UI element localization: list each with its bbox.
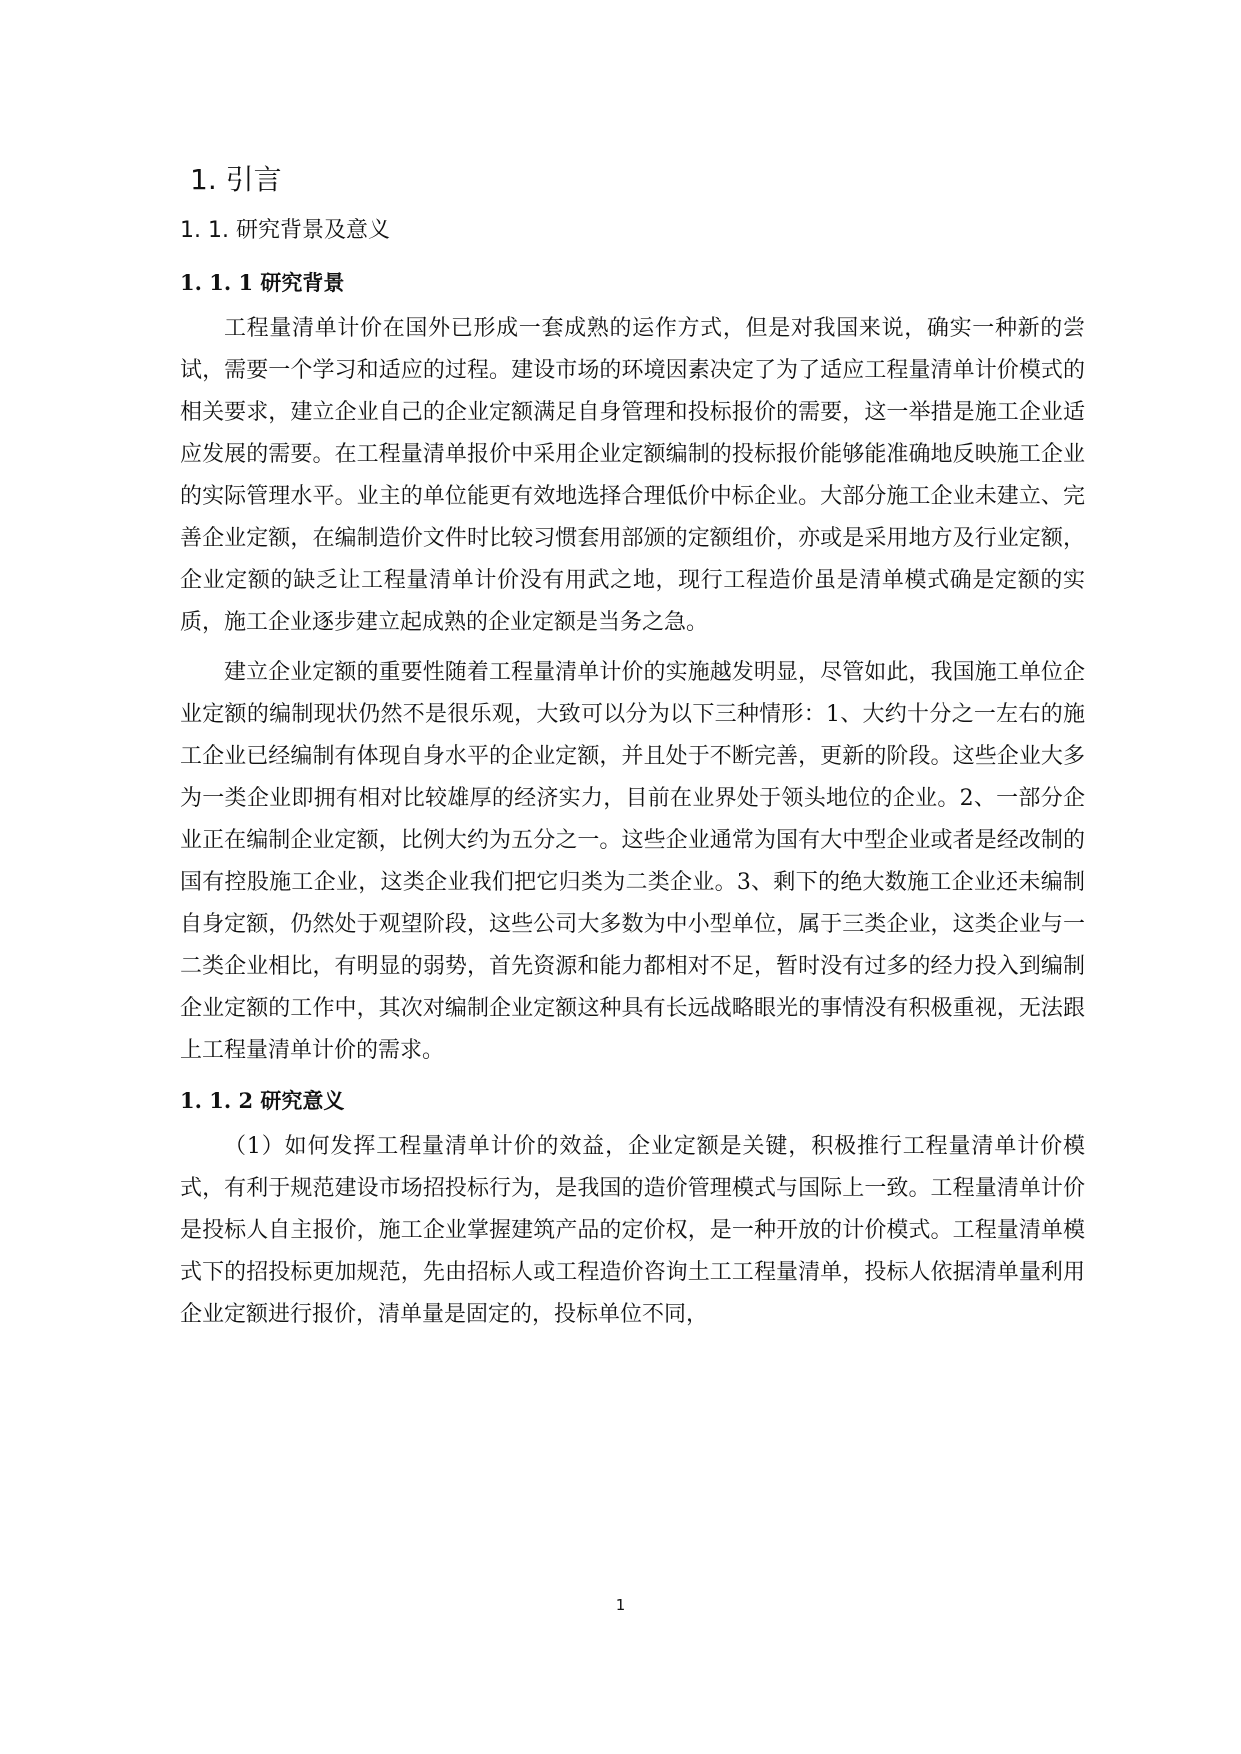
page-number: 1 — [615, 1596, 626, 1614]
subsection-title-significance: 1. 1. 2 研究意义 — [180, 1088, 345, 1113]
paragraph: 建立企业定额的重要性随着工程量清单计价的实施越发明显，尽管如此，我国施工单位企业定额的编制现状仍然不是很乐观，大致可以分为以下三种情形：1、大约十分之一左右的施工企业已经编制有体现自身水平的企业定额，并且处于不断完善，更新的阶段。这些企业大多为一类企业即拥有相对比较雄厚的经济实力，目前在业界处于领头地位的企业。2、一部分企业正在编制企业定额，比例大约为五分之一。这些企业通常为国有大中型企业或者是经改制的国有控股施工企业，这类企业我们把它归类为二类企业。3、剩下的绝大数施工企业还未编制自身定额，仍然处于观望阶段，这些公司大多数为中小型单位，属于三类企业，这类企业与一二类企业相比，有明显的弱势，首先资源和能力都相对不足，暂时没有过多的经力投入到编制企业定额的工作中，其次对编制企业定额这种具有长远战略眼光的事情没有积极重视，无法跟上工程量清单计价的需求。 — [180, 660, 1085, 1063]
paragraph: 工程量清单计价在国外已形成一套成熟的运作方式，但是对我国来说，确实一种新的尝试，需要一个学习和适应的过程。建设市场的环境因素决定了为了适应工程量清单计价模式的相关要求，建立企业自己的企业定额满足自身管理和投标报价的需要，这一举措是施工企业适应发展的需要。在工程量清单报价中采用企业定额编制的投标报价能够能准确地反映施工企业的实际管理水平。业主的单位能更有效地选择合理低价中标企业。大部分施工企业未建立、完善企业定额，在编制造价文件时比较习惯套用部颁的定额组价，亦或是采用地方及行业定额，企业定额的缺乏让工程量清单计价没有用武之地，现行工程造价虽是清单模式确是定额的实质，施工企业逐步建立起成熟的企业定额是当务之急。 — [180, 316, 1085, 635]
chapter-title: 1. 引言 — [190, 163, 282, 196]
page-content — [180, 160, 1085, 1344]
subsection-title-background: 1. 1. 1 研究背景 — [180, 270, 345, 295]
section-title: 1. 1. 研究背景及意义 — [180, 218, 390, 243]
paragraph: （1）如何发挥工程量清单计价的效益，企业定额是关键，积极推行工程量清单计价模式，有利于规范建设市场招投标行为，是我国的造价管理模式与国际上一致。工程量清单计价是投标人自主报价，施工企业掌握建筑产品的定价权，是一种开放的计价模式。工程量清单模式下的招投标更加规范，先由招标人或工程造价咨询土工工程量清单，投标人依据清单量利用企业定额进行报价，清单量是固定的，投标单位不同， — [180, 1134, 1085, 1327]
